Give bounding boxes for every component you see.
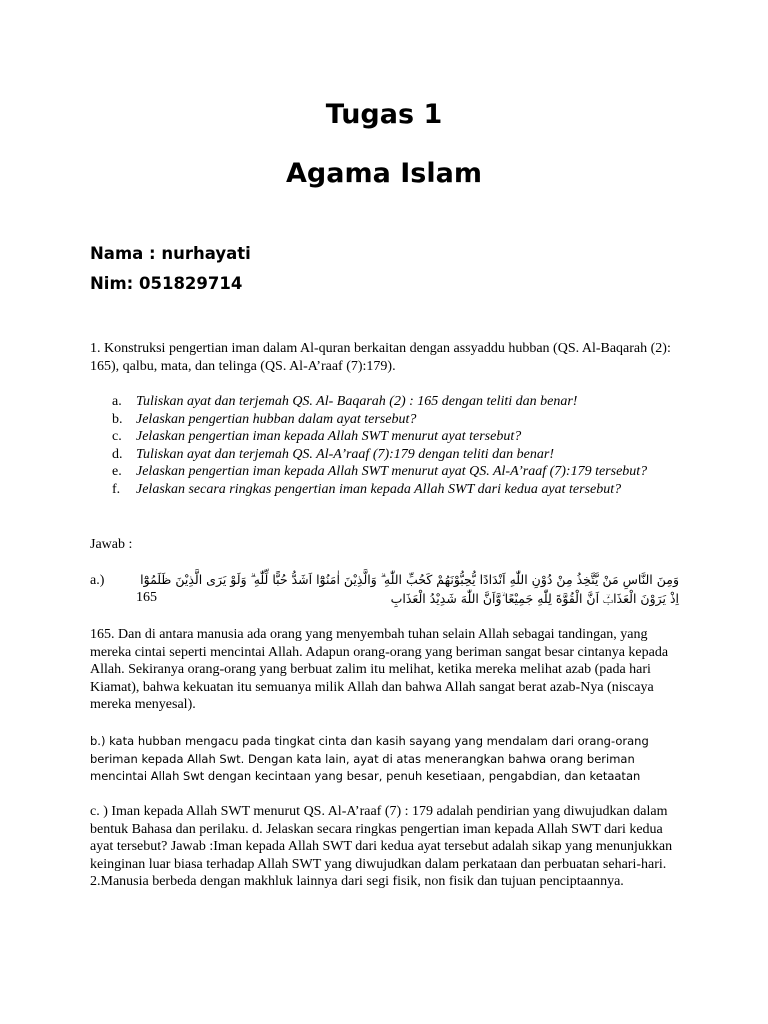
subquestion-letter: c. [112,429,122,444]
subquestion-letter: f. [112,481,121,497]
subquestion-item [90,393,680,411]
subquestion-letter: d. [112,446,123,462]
answer-b: b.) kata hubban mengacu pada tingkat cinta dan kasih sayang yang mendalam dari orang-orang beriman kepada Allah Swt. Dengan kata lain, ayat di atas menerangkan bahwa orang beriman mencintai Allah Swt dengan kecintaan yang besar, penuh kesetiaan, pengabdian, dan ketaatan [90,734,649,783]
subquestion-item [90,481,680,499]
subquestion-text: Tuliskan ayat dan terjemah QS. Al-A’raaf (7):179 dengan teliti dan benar! [136,446,555,462]
subquestion-text: Jelaskan pengertian iman kepada Allah SWT menurut ayat tersebut? [136,429,522,444]
subquestion-item [90,428,680,446]
subquestion-item [90,411,680,429]
subquestion-text: Tuliskan ayat dan terjemah QS. Al- Baqarah (2) : 165 dengan teliti dan benar! [136,394,578,409]
verse-translation: 165. Dan di antara manusia ada orang yang menyembah tuhan selain Allah sebagai tandingan, yang mereka cintai seperti mencintai Allah. Adapun orang-orang yang beriman sangat besar cintanya kepada Allah. Sekiranya orang-orang yang berbuat zalim itu melihat, ketika mereka melihat azab (pada hari Kiamat), bahwa kekuatan itu semuanya milik Allah dan bahwa Allah sangat berat azab-Nya (niscaya mereka menyesal). [90,627,669,712]
subquestion-letter: b. [112,411,123,427]
subquestion-text: Jelaskan pengertian hubban dalam ayat tersebut? [136,411,417,427]
answer-a-label: a.) [90,573,105,588]
arabic-verse: وَمِنَ النَّاسِ مَنْ يَّتَّخِذُ مِنْ دُوْنِ اللّٰهِ اَنْدَادًا يُّحِبُّوْنَهُمْ كَحُبِّ اللّٰهِ ۗ وَالَّذِيْنَ اٰمَنُوْٓا اَشَدُّ حُبًّا لِّلّٰهِ ۗ وَلَوْ يَرَى الَّذِيْنَ ظَلَمُوْٓا اِذْ يَرَوْنَ الْعَذَابَۙ اَنَّ الْقُوَّةَ لِلّٰهِ جَمِيْعًا ۙوَّاَنَّ اللّٰهَ شَدِيْدُ الْعَذَابِ [140,572,679,606]
subquestion-letter: e. [112,464,122,479]
subquestion-text: Jelaskan secara ringkas pengertian iman kepada Allah SWT dari kedua ayat tersebut? [136,481,622,497]
document-subtitle: Agama Islam [286,158,482,189]
subquestion-text: Jelaskan pengertian iman kepada Allah SWT menurut ayat QS. Al-A’raaf (7):179 tersebut? [136,464,648,479]
student-name: Nama : nurhayati [90,244,251,263]
subquestion-item [90,446,680,464]
question-1: 1. Konstruksi pengertian iman dalam Al-quran berkaitan dengan assyaddu hubban (QS. Al-Baqarah (2): 165), qalbu, mata, dan telinga (QS. Al-A’raaf (7):179). [90,341,671,374]
subquestion-letter: a. [112,394,122,409]
answer-heading: Jawab : [90,537,133,552]
verse-number: 165 [136,590,157,605]
document-title: Tugas 1 [325,99,443,130]
student-id: Nim: 051829714 [90,274,243,293]
subquestion-list [90,393,680,498]
subquestion-item [90,463,680,481]
answer-c: c. ) Iman kepada Allah SWT menurut QS. Al-A’raaf (7) : 179 adalah pendirian yang diwujudkan dalam bentuk Bahasa dan perilaku. d. Jelaskan secara ringkas pengertian iman kepada Allah SWT dari kedua ayat tersebut? Jawab :Iman kepada Allah SWT dari kedua ayat tersebut adalah sikap yang menunjukkan keinginan luar biasa terhadap Allah SWT yang diwujudkan dalam perkataan dan perbuatan sehari-hari. 2.Manusia berbeda dengan makhluk lainnya dari segi fisik, non fisik dan tujuan penciptaannya. [90,804,673,889]
